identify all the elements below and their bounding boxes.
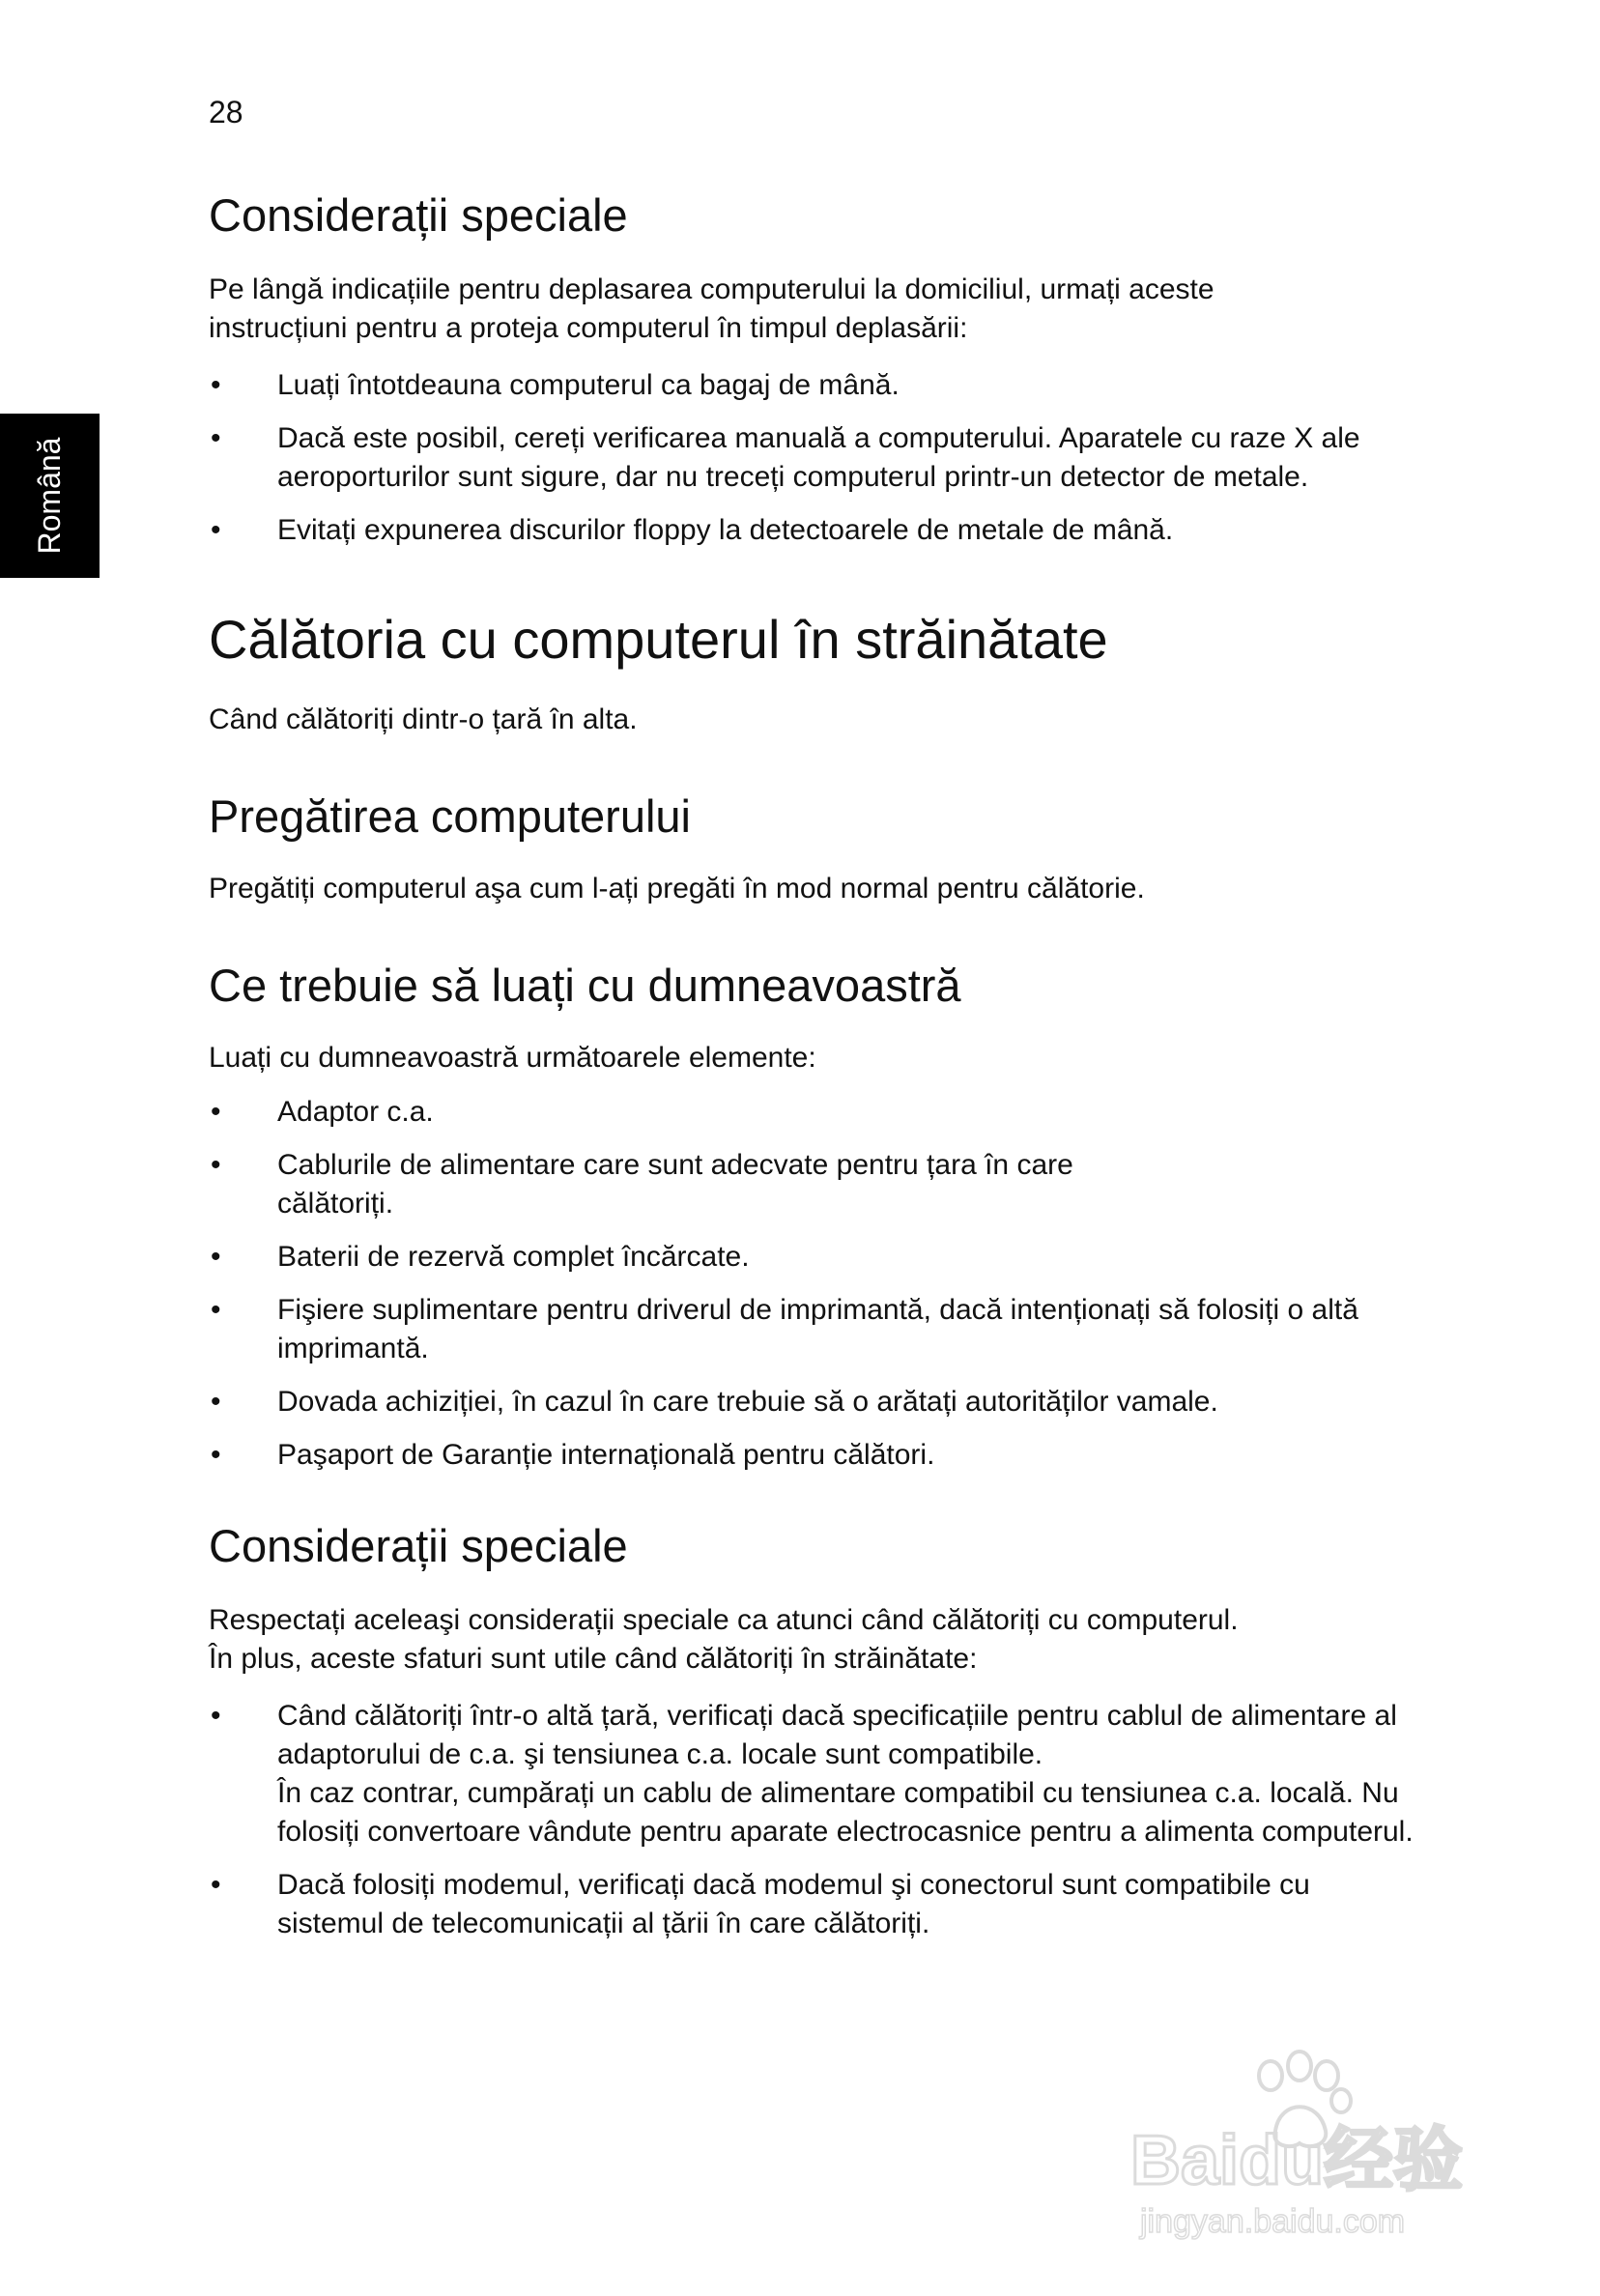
watermark-brand: Baidu经验 bbox=[1130, 2122, 1464, 2199]
paw-logo-icon bbox=[1121, 2039, 1507, 2242]
section-text: Pregătiți computerul aşa cum l-ați pregăti în mod normal pentru călătorie. bbox=[209, 873, 1145, 904]
language-side-tab-label: Română bbox=[32, 437, 67, 555]
section-intro: Luați cu dumneavoastră următoarele elemente: bbox=[209, 1042, 816, 1074]
list-item: • Baterii de rezervă complet încărcate. bbox=[209, 1238, 1358, 1277]
list-item: • Luați întotdeauna computerul ca bagaj de mână. bbox=[209, 366, 1358, 405]
list-item: • Dacă este posibil, cereți verificarea manuală a computerului. Aparatele cu raze X ale aeroporturilor sunt sigure, dar nu treceți computerul printr-un detector de metale. bbox=[209, 419, 1417, 497]
section-heading-what-to-take: Ce trebuie să luați cu dumneavoastră bbox=[209, 960, 961, 1011]
language-side-tab bbox=[0, 414, 100, 578]
list-item bbox=[209, 1697, 1417, 1851]
list-item: • Paşaport de Garanție internațională pentru călători. bbox=[209, 1436, 1358, 1475]
list-item: • Fişiere suplimentare pentru driverul de imprimantă, dacă intenționați să folosiți o altă imprimantă. bbox=[209, 1291, 1417, 1368]
list-item: • Dovada achiziției, în cazul în care trebuie să o arătați autorităților vamale. bbox=[209, 1383, 1358, 1421]
section-heading-special-considerations: Considerații speciale bbox=[209, 189, 628, 241]
section-intro: Când călătoriți dintr-o țară în alta. bbox=[209, 703, 638, 735]
intro-line: În plus, aceste sfaturi sunt utile când călătoriți în străinătate: bbox=[209, 1643, 978, 1675]
intro-line: Pe lângă indicațiile pentru deplasarea computerului la domiciliul, urmați aceste bbox=[209, 273, 1214, 305]
list-item-part: Când călătoriți într-o altă țară, verificați dacă specificațiile pentru cablul de alimentare al adaptorului de c.a. şi tensiunea c.a. locale sunt compatibile. bbox=[277, 1700, 1397, 1770]
section-intro bbox=[209, 1601, 1358, 1679]
bullet-list bbox=[209, 366, 1358, 550]
section-heading-prepare-computer: Pregătirea computerului bbox=[209, 790, 691, 842]
intro-line: instrucțiuni pentru a proteja computerul în timpul deplasării: bbox=[209, 312, 968, 344]
page-number: 28 bbox=[209, 95, 243, 129]
list-item-line: Cablurile de alimentare care sunt adecvate pentru țara în care bbox=[277, 1149, 1073, 1181]
watermark-url: jingyan.baidu.com bbox=[1140, 2203, 1406, 2240]
intro-line: Respectați aceleaşi considerații speciale ca atunci când călătoriți cu computerul. bbox=[209, 1604, 1239, 1636]
list-item: • Adaptor c.a. bbox=[209, 1093, 1358, 1132]
section-heading-special-considerations: Considerații speciale bbox=[209, 1520, 628, 1571]
bullet-list bbox=[209, 1093, 1358, 1475]
baidu-jingyan-watermark bbox=[1121, 2039, 1507, 2242]
list-item: • Dacă folosiți modemul, verificați dacă modemul şi conectorul sunt compatibile cu sistemul de telecomunicații al țării în care călătoriți. bbox=[209, 1866, 1417, 1943]
list-item: • Evitați expunerea discurilor floppy la detectoarele de metale de mână. bbox=[209, 511, 1358, 550]
list-item bbox=[209, 1146, 1358, 1223]
document-content bbox=[209, 188, 1414, 1943]
list-item-part: În caz contrar, cumpărați un cablu de alimentare compatibil cu tensiunea c.a. locală. Nu folosiți convertoare vândute pentru aparate electrocasnice pentru a alimenta computerul. bbox=[277, 1777, 1414, 1848]
section-intro bbox=[209, 271, 1358, 348]
section-heading-travel-abroad: Călătoria cu computerul în străinătate bbox=[209, 609, 1108, 670]
list-item-line: călătoriți. bbox=[277, 1188, 394, 1220]
bullet-list bbox=[209, 1697, 1414, 1943]
